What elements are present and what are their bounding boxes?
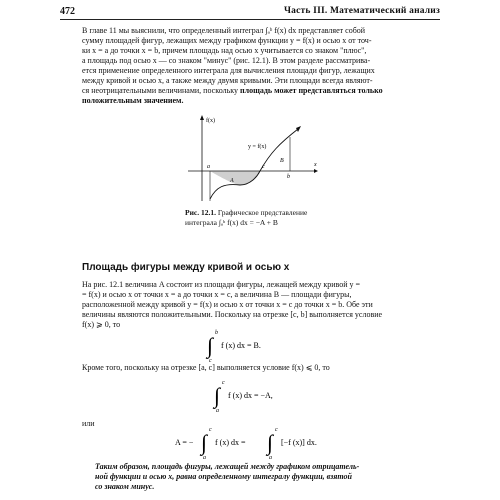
body1-line-4: величины являются положительными. Поскольку на отрезке [c, b] выполняется условие: [82, 310, 383, 319]
area-b-label: B: [280, 158, 284, 164]
y-axis-arrow: [200, 115, 204, 120]
body1-line-1: На рис. 12.1 величина A состоит из площади фигуры, лежащей между кривой y =: [82, 280, 361, 289]
intro-paragraph: [82, 26, 420, 106]
x-axis-arrow: [314, 169, 318, 173]
integral-figure: [180, 113, 320, 203]
body-paragraph-1: [82, 280, 420, 330]
formula3-mid: f (x) dx =: [215, 438, 246, 447]
conclusion-line-2: ной функции и осью x, равна определенному интегралу функции, взятой: [95, 472, 352, 481]
point-a-label: a: [207, 164, 210, 170]
conclusion-paragraph: [95, 462, 395, 492]
formula1-body: f (x) dx = B.: [221, 341, 261, 350]
intro-emphasis-1: площадь может представляться только: [240, 86, 383, 95]
caption-text-1: Графическое представление: [215, 208, 308, 217]
caption-line-1: [185, 208, 335, 218]
formula3-lower-2: a: [269, 455, 272, 461]
intro-line-8: [82, 96, 420, 106]
caption-label: Рис. 12.1.: [185, 208, 216, 217]
integral-sign: ∫: [207, 333, 214, 358]
intro-line-4: а площадь под осью x — со знаком "минус" (рис. 12.1). В этом разделе рассматрива-: [82, 56, 371, 65]
figure-caption: [185, 208, 335, 228]
caption-line-2: интеграла ∫ₐᵇ f(x) dx = −A + B: [185, 218, 278, 227]
conclusion-line-1: Таким образом, площадь фигуры, лежащей между графиком отрицатель-: [95, 462, 360, 471]
formula3-upper-1: c: [209, 427, 212, 433]
conclusion-line-3: со знаком минус.: [95, 482, 155, 491]
running-head: [60, 4, 440, 18]
body1-line-5: f(x) ⩾ 0, то: [82, 320, 121, 329]
formula3-upper-2: c: [275, 427, 278, 433]
point-c-label: c: [262, 164, 265, 170]
header-rule: [60, 19, 440, 20]
body-paragraph-2: Кроме того, поскольку на отрезке [a, c] выполняется условие f(x) ⩽ 0, то: [82, 363, 330, 372]
section-title: Часть III. Математический анализ: [283, 6, 440, 16]
integral-sign: ∫: [267, 430, 274, 455]
body1-line-3: расположенной между кривой y = f(x) и осью x от точки x = c до точки x = b. Обе эти: [82, 300, 373, 309]
intro-line-7: [82, 86, 420, 96]
page-number: 472: [60, 5, 75, 17]
formula-integral-b: [205, 325, 325, 365]
formula3-lower-1: a: [203, 455, 206, 461]
intro-line-2: сумму площадей фигур, лежащих между графиком функции y = f(x) и осью x от точ-: [82, 36, 372, 45]
formula-area-a: [175, 422, 365, 462]
formula2-upper-limit: c: [222, 380, 225, 386]
formula2-body: f (x) dx = −A,: [228, 391, 273, 400]
curve-arrow: [296, 126, 301, 132]
intro-emphasis-2: положительным значением.: [82, 96, 184, 105]
area-a-label: A: [230, 178, 234, 184]
integral-sign: ∫: [214, 383, 221, 408]
intro-line-6: между кривой и осью x, а также между двумя кривыми. Эти площади всегда являют-: [82, 76, 373, 85]
point-b-label: b: [287, 174, 290, 180]
formula1-upper-limit: b: [215, 330, 218, 336]
word-or: или: [82, 419, 95, 428]
intro-line-7-text: ся неотрицательными величинами, поскольку: [82, 86, 240, 95]
formula1-lower-limit: c: [209, 358, 212, 364]
intro-line-5: ется применение определенного интеграла для вычисления площади фигур, лежащих: [82, 66, 375, 75]
integral-sign: ∫: [201, 430, 208, 455]
y-axis-label: f(x): [206, 118, 215, 124]
formula2-lower-limit: a: [216, 408, 219, 414]
formula3-rhs: [−f (x)] dx.: [281, 438, 317, 447]
formula-integral-a: [212, 375, 322, 415]
intro-line-3: ки x = a до точки x = b, причем площадь над осью x учитывается со знаком "плюс",: [82, 46, 367, 55]
formula3-lhs: A = −: [175, 438, 194, 447]
intro-line-1: В главе 11 мы выяснили, что определенный интеграл ∫ₐᵇ f(x) dx представляет собой: [82, 26, 366, 35]
x-axis-label: x: [314, 162, 317, 168]
body1-line-2: = f(x) и осью x от точки x = a до точки x = c, а величина B — площади фигуры,: [82, 290, 352, 299]
area-a-shaded: [210, 171, 260, 185]
curve-label: y = f(x): [248, 144, 267, 150]
section-heading: Площадь фигуры между кривой и осью x: [82, 262, 290, 273]
